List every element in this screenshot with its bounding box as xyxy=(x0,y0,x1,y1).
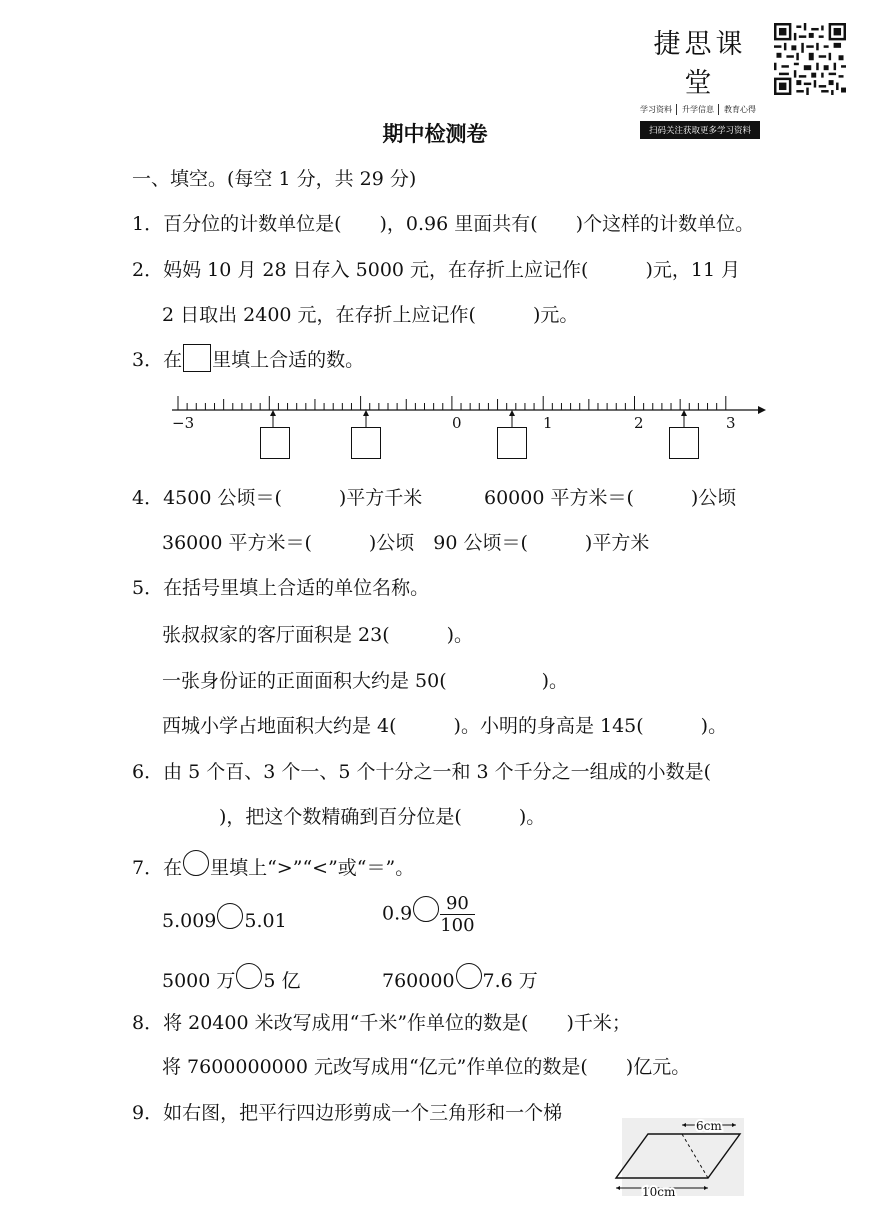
answer-box[interactable] xyxy=(260,427,290,459)
fraction-denominator: 100 xyxy=(440,915,475,936)
question-7-prefix: 7．在 xyxy=(132,857,183,879)
compare-circle[interactable] xyxy=(217,903,243,929)
brand-tag: 升学信息 xyxy=(682,104,719,115)
answer-box-icon xyxy=(183,344,211,372)
parallelogram-figure xyxy=(608,1118,748,1200)
compare-circle-icon xyxy=(183,850,209,876)
brand-tag: 学习资料 xyxy=(640,104,677,115)
answer-box[interactable] xyxy=(497,427,527,459)
brand-tags xyxy=(640,104,760,115)
answer-box[interactable] xyxy=(669,427,699,459)
fraction-numerator: 90 xyxy=(440,893,474,915)
compare-left: 5000 万 xyxy=(162,970,236,992)
qr-code-icon[interactable] xyxy=(774,23,846,95)
number-line-label: 1 xyxy=(543,414,553,432)
brand-name: 捷思课堂 xyxy=(653,29,747,99)
question-6-line-2: )，把这个数精确到百分位是( )。 xyxy=(162,806,546,828)
compare-right: 7.6 万 xyxy=(482,970,538,992)
compare-left: 5.009 xyxy=(162,910,217,932)
number-line-label: −3 xyxy=(172,414,195,432)
question-2-line-1: 2．妈妈 10 月 28 日存入 5000 元，在存折上应记作( )元，11 月 xyxy=(132,259,741,281)
up-arrow-icon xyxy=(361,410,371,428)
question-5-heading: 5．在括号里填上合适的单位名称。 xyxy=(132,577,430,599)
up-arrow-icon xyxy=(679,410,689,428)
compare-item-c xyxy=(162,963,301,993)
compare-right: 5.01 xyxy=(244,910,287,932)
compare-item-b xyxy=(382,893,475,936)
question-6-line-1: 6．由 5 个百、3 个一、5 个十分之一和 3 个千分之一组成的小数是( xyxy=(132,761,712,783)
number-line-label: 3 xyxy=(726,414,736,432)
fraction xyxy=(440,893,474,936)
top-length-label: 6cm xyxy=(696,1119,722,1133)
question-3-suffix: 里填上合适的数。 xyxy=(212,349,365,371)
question-9: 9．如右图，把平行四边形剪成一个三角形和一个梯 xyxy=(132,1102,563,1124)
compare-circle[interactable] xyxy=(413,896,439,922)
page-title: 期中检测卷 xyxy=(382,122,488,146)
question-3 xyxy=(132,344,364,372)
question-7-suffix: 里填上“>”“<”或“＝”。 xyxy=(210,857,415,879)
question-7 xyxy=(132,850,414,880)
question-5-line-1: 张叔叔家的客厅面积是 23( )。 xyxy=(162,624,474,646)
up-arrow-icon xyxy=(507,410,517,428)
question-8-line-1: 8．将 20400 米改写成用“千米”作单位的数是( )千米； xyxy=(132,1012,631,1034)
compare-item-a xyxy=(162,903,287,932)
compare-item-d xyxy=(382,963,538,993)
question-4-line-1b: 60000 平方米＝( )公顷 xyxy=(484,487,737,509)
brand-tag: 教育心得 xyxy=(724,105,756,114)
number-line xyxy=(168,390,768,420)
up-arrow-icon xyxy=(268,410,278,428)
question-5-line-2: 一张身份证的正面面积大约是 50( )。 xyxy=(162,670,569,692)
question-5-line-3: 西城小学占地面积大约是 4( )。小明的身高是 145( )。 xyxy=(162,715,728,737)
question-4-line-2: 36000 平方米＝( )公顷 90 公顷＝( )平方米 xyxy=(162,532,650,554)
question-8-line-2: 将 7600000000 元改写成用“亿元”作单位的数是( )亿元。 xyxy=(162,1056,691,1078)
compare-circle[interactable] xyxy=(456,963,482,989)
compare-circle[interactable] xyxy=(236,963,262,989)
question-2-line-2: 2 日取出 2400 元，在存折上应记作( )元。 xyxy=(162,304,579,326)
number-line-label: 2 xyxy=(634,414,644,432)
answer-box[interactable] xyxy=(351,427,381,459)
question-1: 1．百分位的计数单位是( )，0.96 里面共有( )个这样的计数单位。 xyxy=(132,213,755,235)
compare-left: 760000 xyxy=(382,970,455,992)
bottom-length-label: 10cm xyxy=(642,1185,676,1199)
compare-right: 5 亿 xyxy=(263,970,301,992)
question-4-line-1a: 4．4500 公顷＝( )平方千米 xyxy=(132,487,423,509)
compare-left: 0.9 xyxy=(382,902,413,925)
question-3-prefix: 3．在 xyxy=(132,349,183,371)
section-heading: 一、填空。(每空 1 分，共 29 分) xyxy=(132,168,417,190)
brand-slogan: 扫码关注获取更多学习资料 xyxy=(640,121,760,139)
number-line-label: 0 xyxy=(452,414,462,432)
